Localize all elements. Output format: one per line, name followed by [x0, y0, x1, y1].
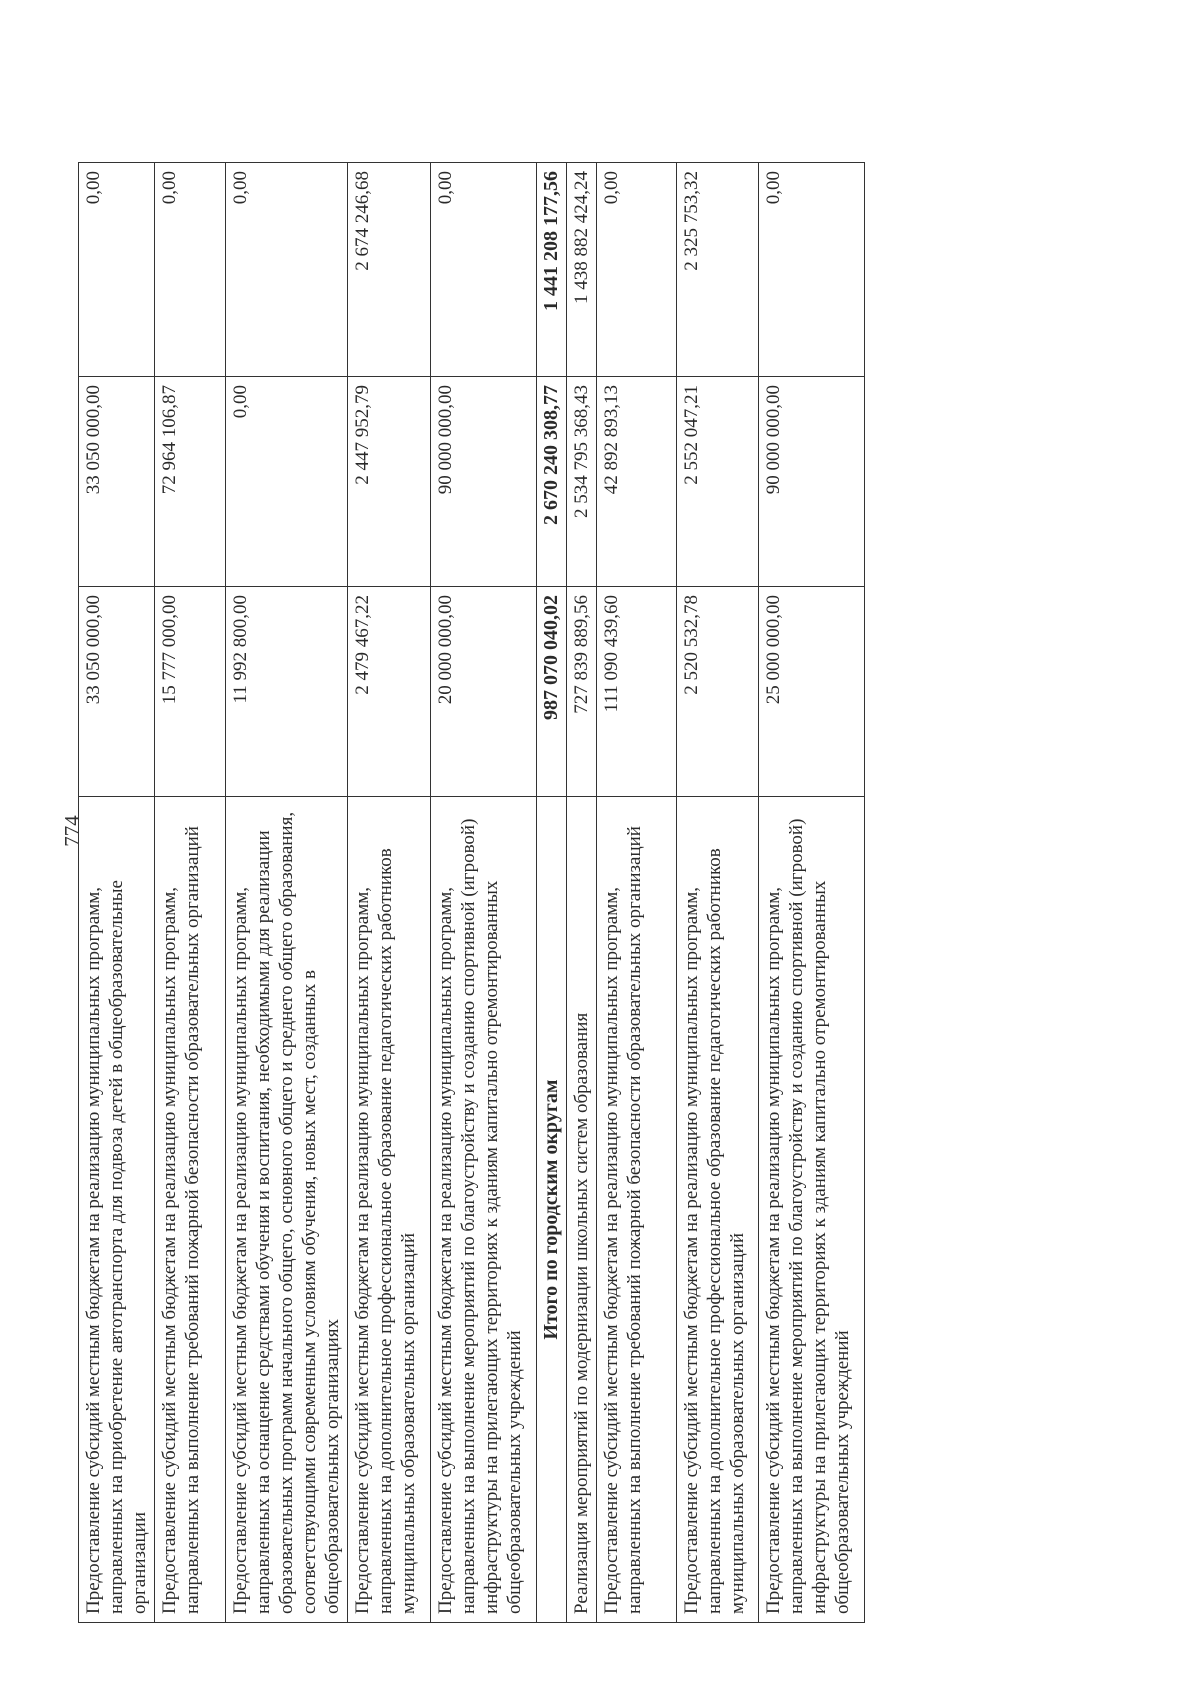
value-col-3: 1 438 882 424,24	[567, 163, 597, 377]
table-row	[226, 163, 348, 1623]
value-col-2: 2 552 047,21	[677, 377, 759, 587]
value-col-3: 0,00	[155, 163, 226, 377]
value-col-1: 25 000 000,00	[759, 587, 865, 797]
value-col-1: 20 000 000,00	[431, 587, 537, 797]
value-col-2: 90 000 000,00	[759, 377, 865, 587]
value-col-3: 0,00	[597, 163, 677, 377]
value-col-1: 11 992 800,00	[226, 587, 348, 797]
row-description: Итого по городским округам	[537, 797, 567, 1623]
value-col-3: 2 325 753,32	[677, 163, 759, 377]
table-row	[677, 163, 759, 1623]
table-row	[759, 163, 865, 1623]
value-col-1: 727 839 889,56	[567, 587, 597, 797]
value-col-2: 2 534 795 368,43	[567, 377, 597, 587]
row-description: Предоставление субсидий местным бюджетам на реализацию муниципальных программ, направленных на выполнение требований пожарной безопасности образовательных организаций	[155, 797, 226, 1623]
value-col-1: 15 777 000,00	[155, 587, 226, 797]
row-description: Предоставление субсидий местным бюджетам на реализацию муниципальных программ, направленных на оснащение средствами обучения и воспитания, необходимыми для реализации образовательных программ начального общего, основного общего и среднего общего образования, соответствующими современным условиям обучения, новых мест, созданных в общеобразовательных организациях	[226, 797, 348, 1623]
table-row	[567, 163, 597, 1623]
value-col-2: 90 000 000,00	[431, 377, 537, 587]
table-row	[431, 163, 537, 1623]
page-number: 774	[60, 815, 84, 847]
value-col-3: 1 441 208 177,56	[537, 163, 567, 377]
row-description: Предоставление субсидий местным бюджетам на реализацию муниципальных программ, направленных на приобретение автотранспорта для подвоза детей в общеобразовательные организации	[79, 797, 155, 1623]
value-col-1: 2 479 467,22	[348, 587, 431, 797]
rotated-page	[0, 149, 1200, 1697]
value-col-3: 0,00	[759, 163, 865, 377]
budget-table	[78, 162, 865, 1623]
table-row	[348, 163, 431, 1623]
row-description: Предоставление субсидий местным бюджетам на реализацию муниципальных программ, направленных на выполнение требований пожарной безопасности образовательных организаций	[597, 797, 677, 1623]
row-description: Предоставление субсидий местным бюджетам на реализацию муниципальных программ, направленных на дополнительное профессиональное образование педагогических работников муниципальных образовательных организаций	[677, 797, 759, 1623]
row-description: Предоставление субсидий местным бюджетам на реализацию муниципальных программ, направленных на дополнительное профессиональное образование педагогических работников муниципальных образовательных организаций	[348, 797, 431, 1623]
total-row	[537, 163, 567, 1623]
value-col-2: 33 050 000,00	[79, 377, 155, 587]
row-description: Реализация мероприятий по модернизации школьных систем образования	[567, 797, 597, 1623]
value-col-1: 2 520 532,78	[677, 587, 759, 797]
value-col-1: 987 070 040,02	[537, 587, 567, 797]
table-row	[155, 163, 226, 1623]
value-col-2: 2 447 952,79	[348, 377, 431, 587]
value-col-3: 0,00	[226, 163, 348, 377]
value-col-2: 42 892 893,13	[597, 377, 677, 587]
value-col-3: 0,00	[79, 163, 155, 377]
value-col-1: 111 090 439,60	[597, 587, 677, 797]
value-col-2: 72 964 106,87	[155, 377, 226, 587]
table-row	[79, 163, 155, 1623]
value-col-2: 0,00	[226, 377, 348, 587]
value-col-3: 0,00	[431, 163, 537, 377]
value-col-3: 2 674 246,68	[348, 163, 431, 377]
row-description: Предоставление субсидий местным бюджетам на реализацию муниципальных программ, направленных на выполнение мероприятий по благоустройству и созданию спортивной (игровой) инфраструктуры на прилегающих территориях к зданиям капитально отремонтированных общеобразовательных учреждений	[431, 797, 537, 1623]
row-description: Предоставление субсидий местным бюджетам на реализацию муниципальных программ, направленных на выполнение мероприятий по благоустройству и созданию спортивной (игровой) инфраструктуры на прилегающих территориях к зданиям капитально отремонтированных общеобразовательных учреждений	[759, 797, 865, 1623]
value-col-1: 33 050 000,00	[79, 587, 155, 797]
table-row	[597, 163, 677, 1623]
value-col-2: 2 670 240 308,77	[537, 377, 567, 587]
